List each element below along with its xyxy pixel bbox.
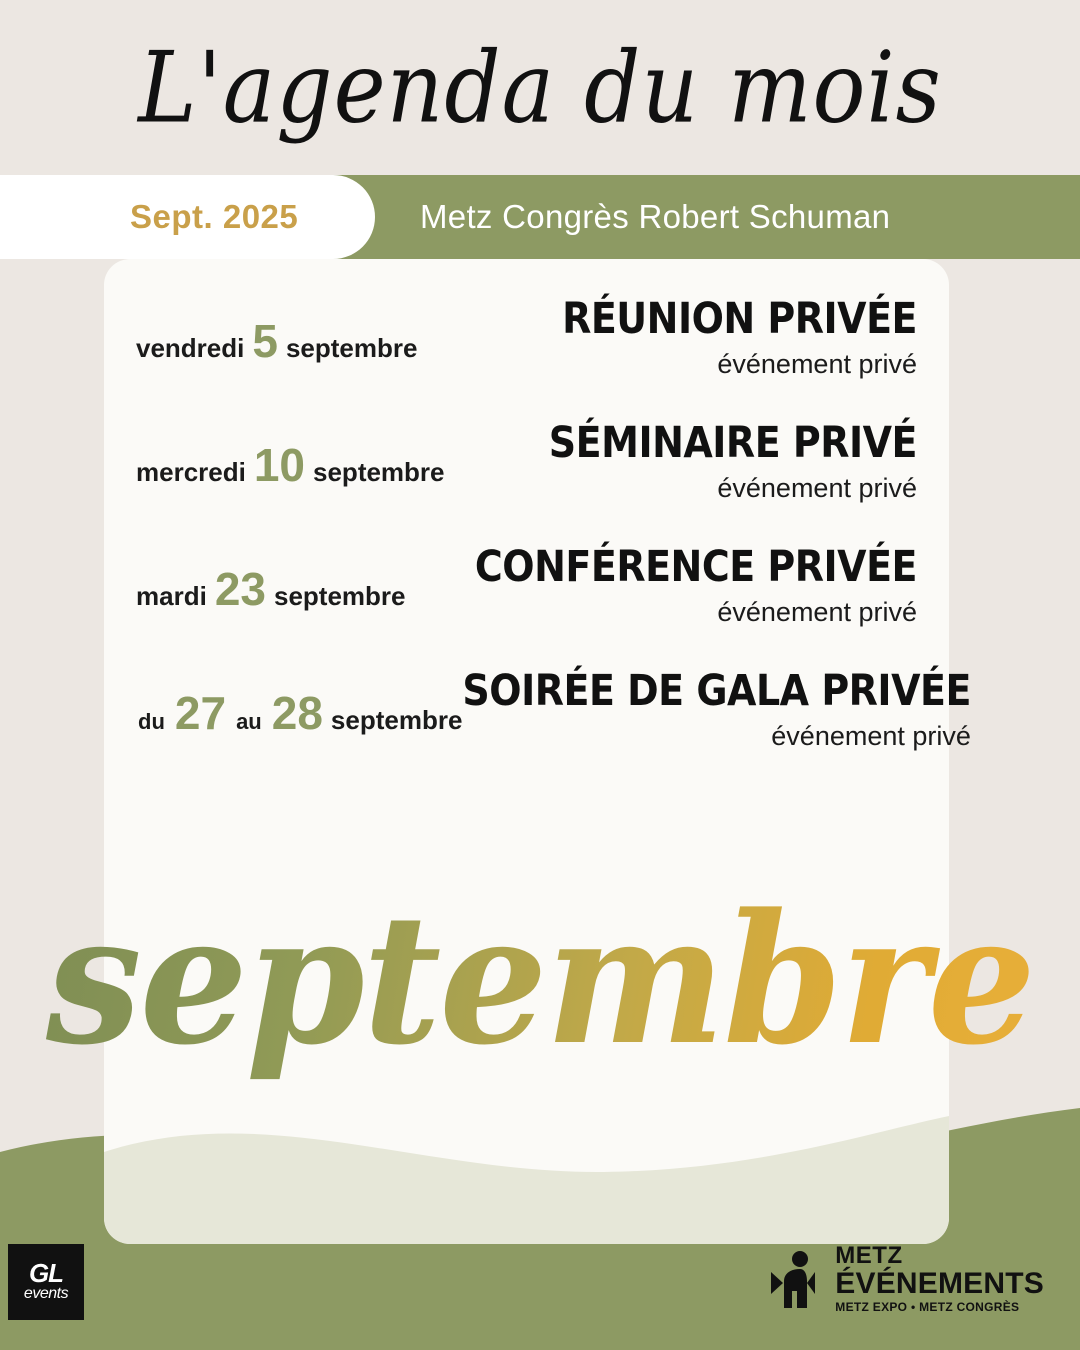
metz-evenements-logo	[767, 1241, 1044, 1316]
event-subtitle: événement privé	[717, 349, 917, 380]
gl-logo-top: GL	[28, 1258, 64, 1289]
month-wordmark: septembre	[0, 875, 1080, 1085]
event-subtitle: événement privé	[771, 721, 971, 752]
event-day-prefix: vendredi	[136, 333, 245, 363]
metz-logo-line3: METZ EXPO • METZ CONGRÈS	[835, 1300, 1020, 1315]
event-range-prefix: du	[138, 709, 165, 734]
event-title: RÉUNION PRIVÉE	[562, 293, 917, 343]
event-subtitle: événement privé	[717, 597, 917, 628]
date-pill	[0, 175, 375, 259]
event-day-prefix: mardi	[136, 581, 207, 611]
event-range-middle: au	[236, 709, 262, 734]
metz-figure-icon	[767, 1250, 823, 1310]
event-day-number: 23	[214, 563, 266, 615]
event-day-prefix: mercredi	[136, 457, 246, 487]
list-item[interactable]	[104, 291, 949, 391]
event-day-number: 27	[174, 687, 227, 739]
events-list	[104, 259, 971, 763]
event-month: septembre	[330, 705, 463, 735]
event-date	[136, 687, 463, 739]
event-subtitle: événement privé	[717, 473, 917, 504]
event-day-number: 5	[252, 315, 278, 367]
event-date	[136, 439, 445, 491]
card-wave-decoration	[104, 1094, 949, 1244]
gl-events-logo	[8, 1244, 84, 1320]
event-title: CONFÉRENCE PRIVÉE	[474, 541, 917, 591]
list-item[interactable]	[104, 663, 971, 763]
date-pill-label: Sept. 2025	[130, 198, 299, 235]
event-month: septembre	[313, 457, 445, 487]
event-day-number: 10	[253, 439, 306, 491]
list-item[interactable]	[104, 415, 949, 515]
event-info	[474, 541, 917, 629]
metz-logo-line2: ÉVÉNEMENTS	[835, 1266, 1044, 1300]
gl-logo-bottom: events	[23, 1284, 69, 1302]
event-date	[136, 563, 406, 615]
metz-logo-text	[835, 1241, 1044, 1316]
event-info	[562, 293, 917, 381]
event-month: septembre	[273, 581, 406, 611]
event-day-number-end: 28	[271, 687, 323, 739]
event-title: SOIRÉE DE GALA PRIVÉE	[462, 665, 971, 715]
event-info	[548, 417, 917, 505]
event-title: SÉMINAIRE PRIVÉ	[548, 417, 917, 467]
event-info	[462, 665, 971, 753]
event-date	[136, 315, 418, 367]
page-title: L'agenda du mois	[138, 29, 942, 146]
event-month: septembre	[285, 333, 418, 363]
venue-label: Metz Congrès Robert Schuman	[420, 198, 891, 235]
metz-logo-line1: METZ	[835, 1241, 903, 1269]
title-band	[0, 0, 1080, 175]
list-item[interactable]	[104, 539, 949, 639]
